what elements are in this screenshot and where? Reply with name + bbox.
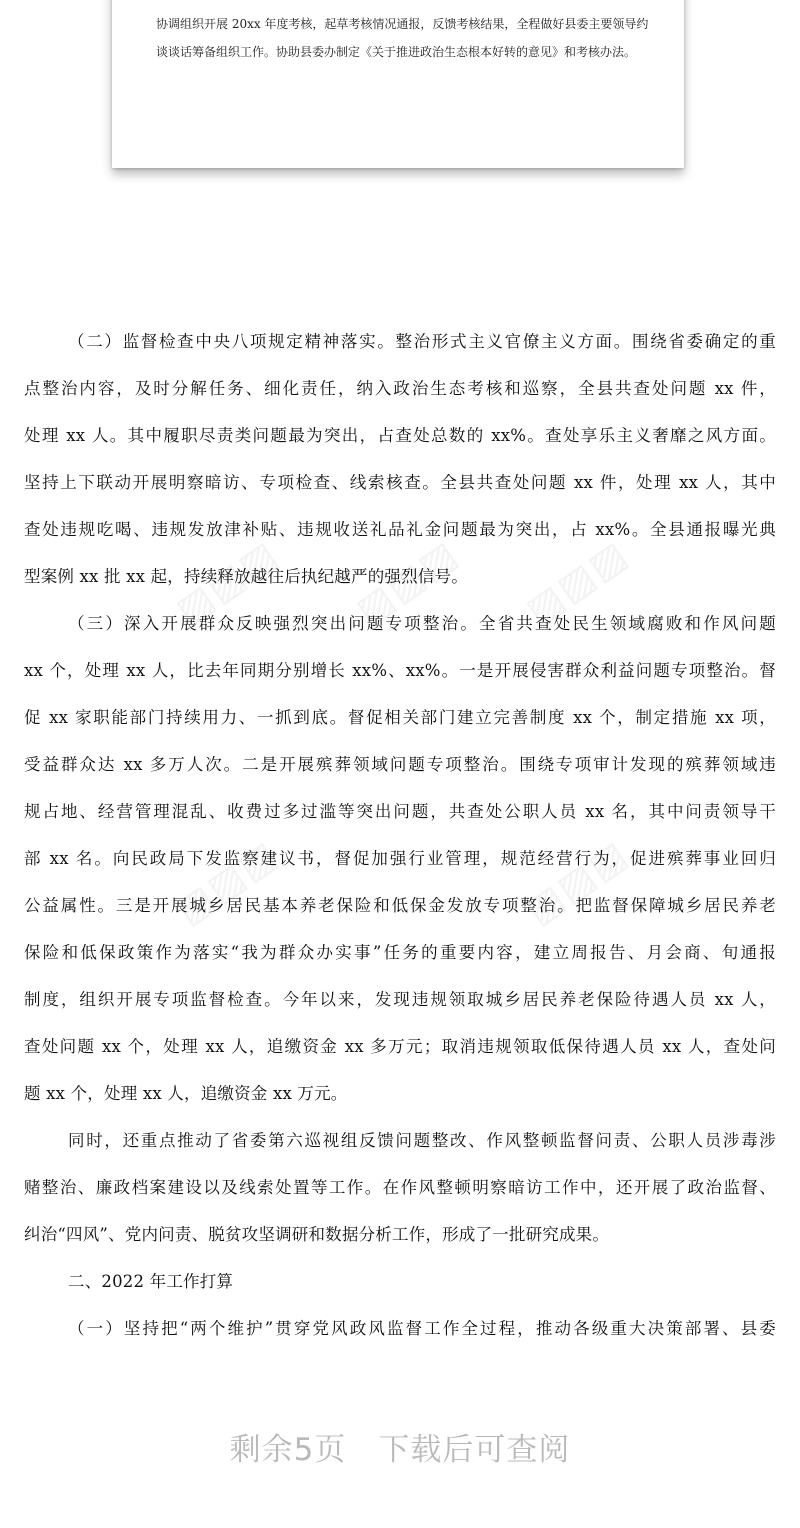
body-line: 促 xx 家职能部门持续用力、一抓到底。督促相关部门建立完善制度 xx 个，制定措施 xx 项，: [24, 708, 776, 727]
body-line: 查处违规吃喝、违规发放津补贴、违规收送礼品礼金问题最为突出，占 xx%。全县通报曝光典: [24, 520, 776, 539]
body-line: xx 个，处理 xx 人，比去年同期分别增长 xx%、xx%。一是开展侵害群众利益问题专项整治。督: [24, 661, 776, 680]
watermark: ▨▨▨: [347, 531, 467, 633]
document-preview-card: [112, 0, 684, 168]
body-line: 规占地、经营管理混乱、收费过多过滥等突出问题，共查处公职人员 xx 名，其中问责领导干: [24, 802, 776, 821]
preview-text: [156, 10, 656, 66]
watermark: ▨▨▨: [517, 831, 637, 933]
body-line: 受益群众达 xx 多万人次。二是开展殡葬领域问题专项整治。围绕专项审计发现的殡葬领域违: [24, 755, 776, 774]
body-line: 处理 xx 人。其中履职尽责类问题最为突出，占查处总数的 xx%。查处享乐主义奢靡之风方面。: [24, 426, 776, 445]
body-line: 点整治内容，及时分解任务、细化责任，纳入政治生态考核和巡察，全县共查处问题 xx 件，: [24, 379, 776, 398]
watermark: ▨▨▨: [517, 531, 637, 633]
body-line: （一）坚持把“两个维护”贯穿党风政风监督工作全过程，推动各级重大决策部署、县委: [68, 1319, 776, 1338]
watermark: ▨▨▨: [167, 831, 287, 933]
body-line: 型案例 xx 批 xx 起，持续释放越往后执纪越严的强烈信号。: [24, 567, 468, 586]
preview-line: 谈谈话筹备组织工作。协助县委办制定《关于推进政治生态根本好转的意见》和考核办法。: [156, 45, 637, 59]
body-line: 纠治“四风”、党内问责、脱贫攻坚调研和数据分析工作，形成了一批研究成果。: [24, 1225, 610, 1244]
body-line: 制度，组织开展专项监督检查。今年以来，发现违规领取城乡居民养老保险待遇人员 xx 人，: [24, 990, 776, 1009]
document-body: [24, 318, 776, 1352]
body-line: 同时，还重点推动了省委第六巡视组反馈问题整改、作风整顿监督问责、公职人员涉毒涉: [68, 1131, 776, 1150]
body-line: （三）深入开展群众反映强烈突出问题专项整治。全省共查处民生领域腐败和作风问题: [68, 614, 776, 633]
body-line: （二）监督检查中央八项规定精神落实。整治形式主义官僚主义方面。围绕省委确定的重: [68, 332, 776, 351]
body-line: 保险和低保政策作为落实“我为群众办实事”任务的重要内容，建立周报告、月会商、旬通报: [24, 943, 776, 962]
remaining-pages-notice[interactable]: 剩余5页 下载后可查阅: [229, 1432, 571, 1468]
body-line: 公益属性。三是开展城乡居民基本养老保险和低保金发放专项整治。把监督保障城乡居民养老: [24, 896, 776, 915]
body-line: 部 xx 名。向民政局下发监察建议书，督促加强行业管理，规范经营行为，促进殡葬事业回归: [24, 849, 776, 868]
watermark: ▨▨▨: [167, 531, 287, 633]
body-line: 坚持上下联动开展明察暗访、专项检查、线索核查。全县共查处问题 xx 件，处理 xx 人，其中: [24, 473, 776, 492]
body-line: 赌整治、廉政档案建设以及线索处置等工作。在作风整顿明察暗访工作中，还开展了政治监督、: [24, 1178, 776, 1197]
section-heading: 二、2022 年工作打算: [68, 1272, 234, 1291]
body-line: 查处问题 xx 个，处理 xx 人，追缴资金 xx 多万元；取消违规领取低保待遇人员 xx 人，查处问: [24, 1037, 776, 1056]
body-line: 题 xx 个，处理 xx 人，追缴资金 xx 万元。: [24, 1084, 348, 1103]
preview-line: 协调组织开展 20xx 年度考核，起草考核情况通报，反馈考核结果，全程做好县委主要领导约: [156, 17, 649, 31]
